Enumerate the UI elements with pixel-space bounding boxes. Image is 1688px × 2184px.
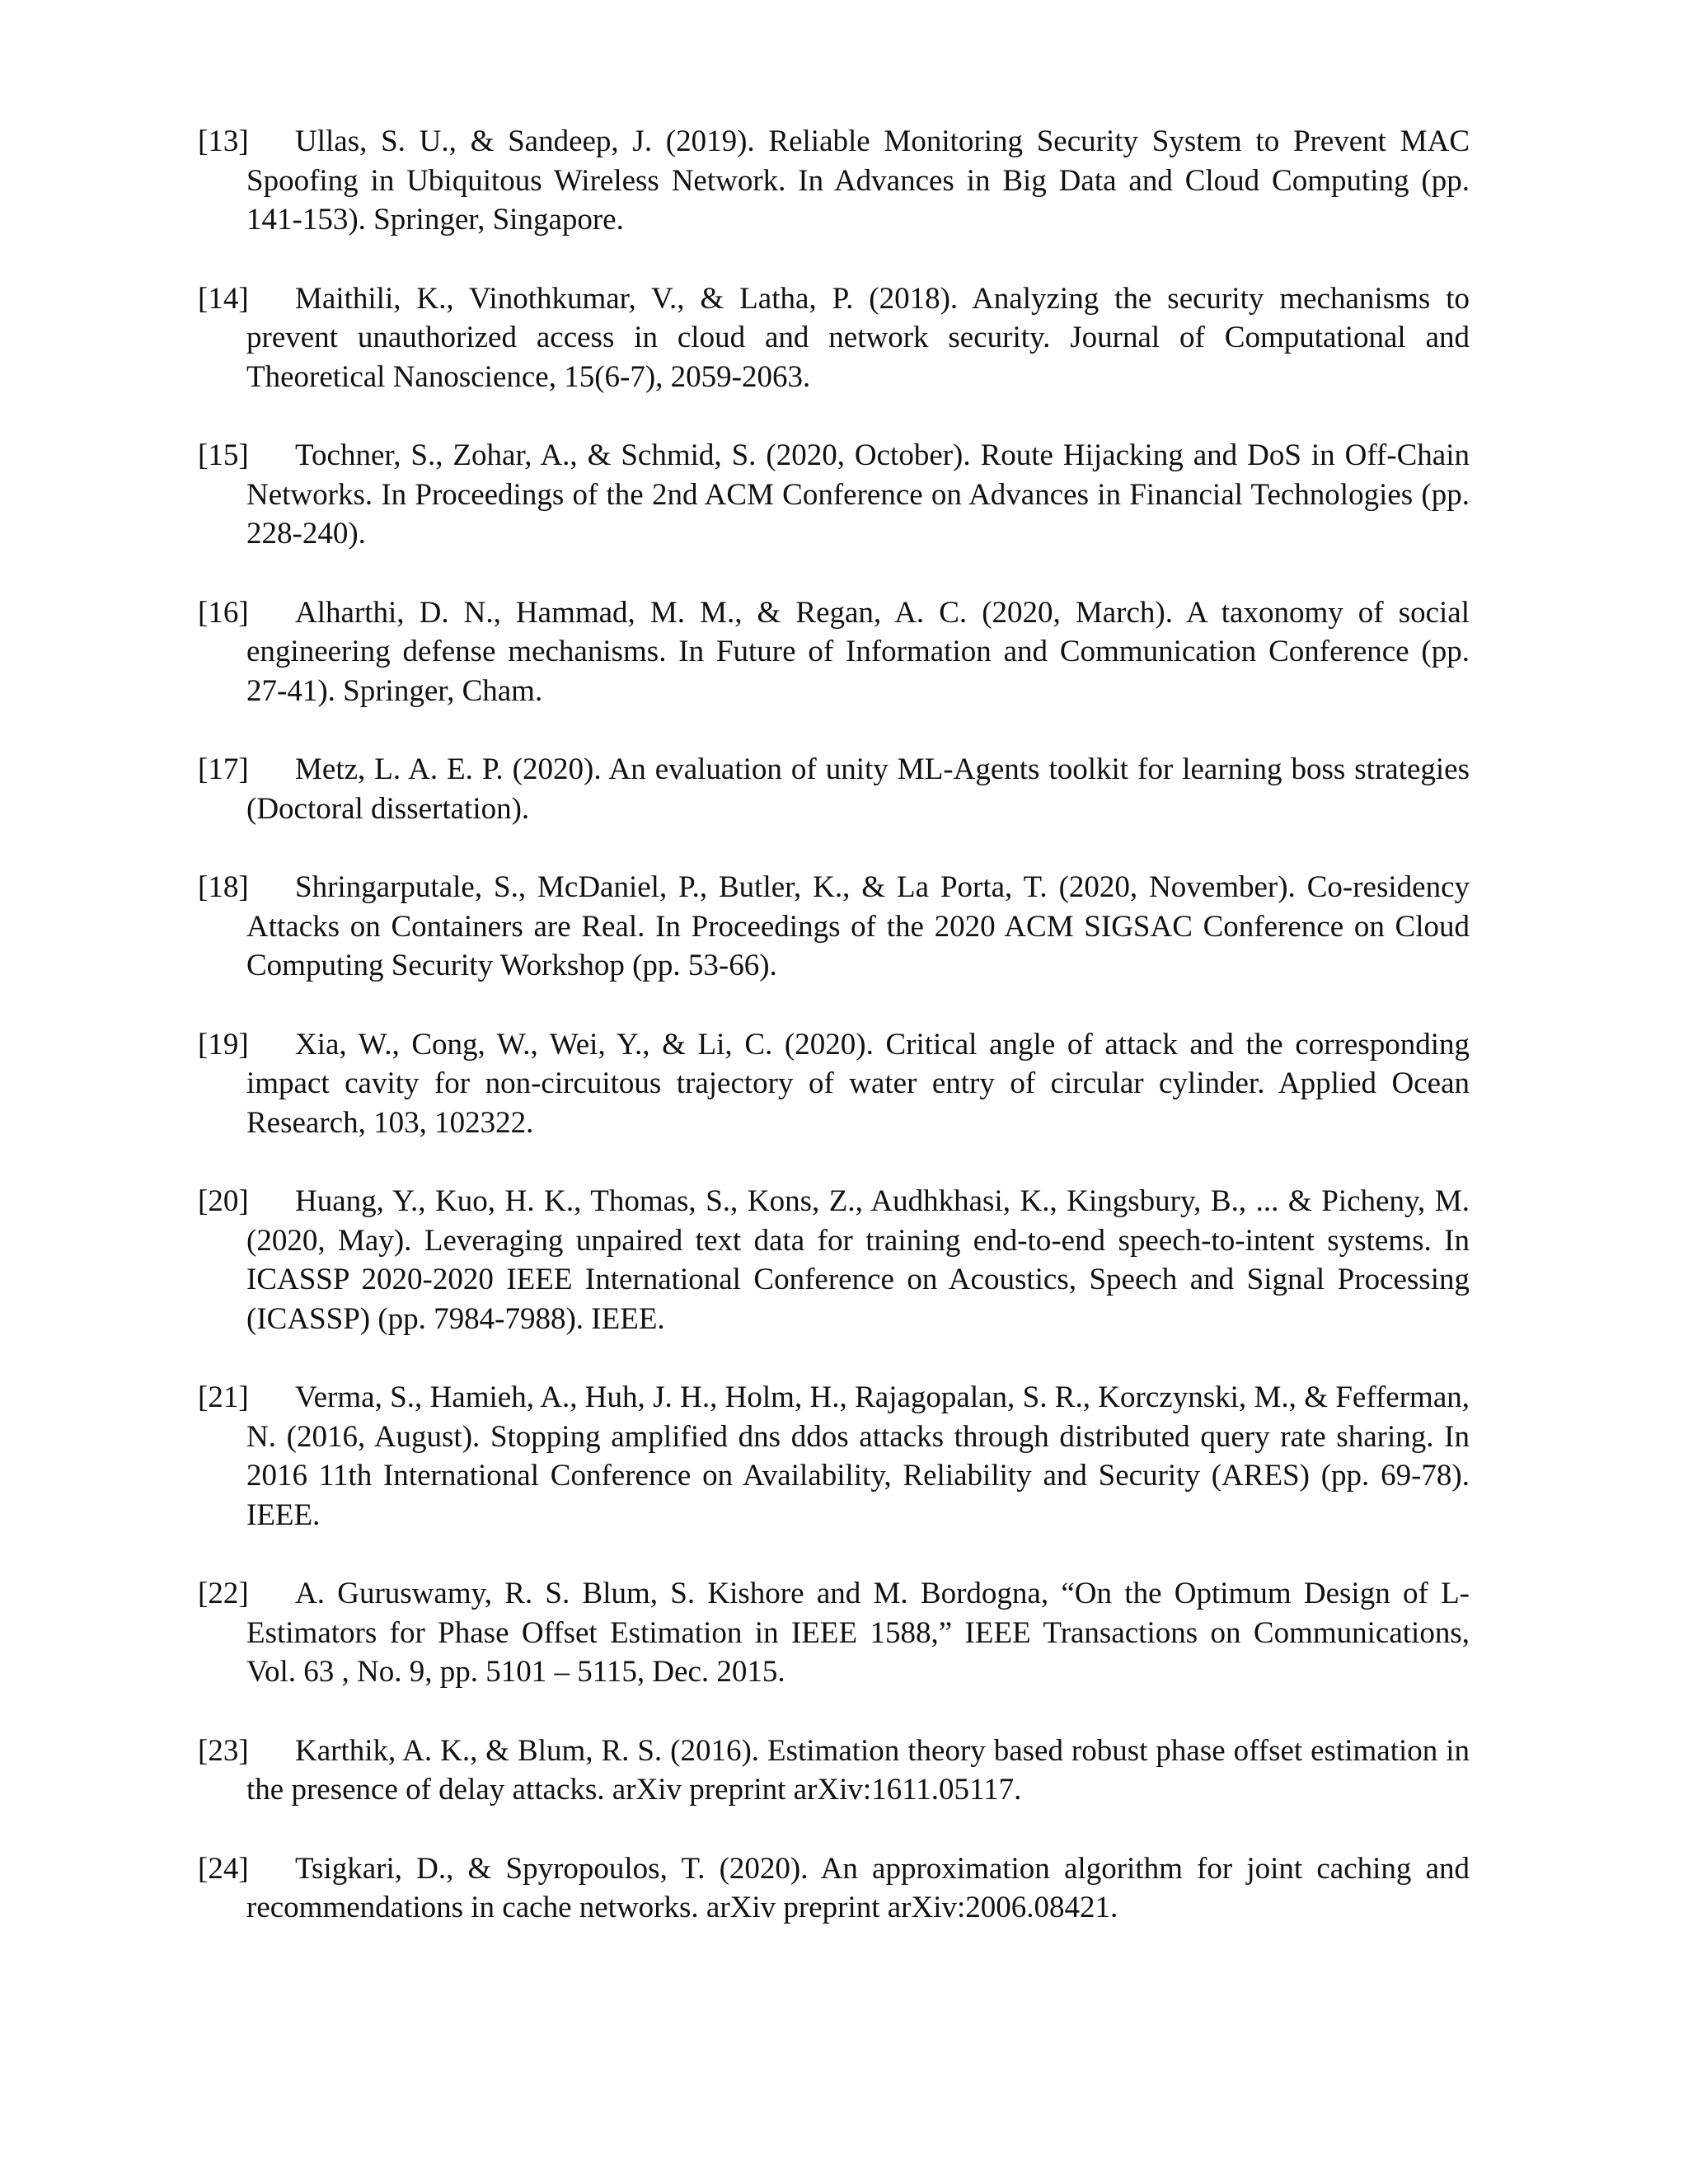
reference-number: [17] bbox=[198, 752, 249, 786]
reference-item bbox=[198, 279, 1470, 397]
reference-number: [20] bbox=[198, 1184, 249, 1218]
reference-text: Xia, W., Cong, W., Wei, Y., & Li, C. (2020). Critical angle of attack and the corresponding impact cavity for non-circuitous trajectory of water entry of circular cylinder. Applied Ocean Research, 103, 102322. bbox=[246, 1027, 1470, 1140]
reference-item bbox=[198, 750, 1470, 828]
reference-text: Metz, L. A. E. P. (2020). An evaluation of unity ML-Agents toolkit for learning boss strategies (Doctoral dissertation). bbox=[246, 752, 1470, 826]
reference-item bbox=[198, 593, 1470, 711]
reference-item bbox=[198, 1574, 1470, 1692]
reference-item bbox=[198, 122, 1470, 240]
reference-number: [14] bbox=[198, 281, 249, 316]
reference-number: [18] bbox=[198, 870, 249, 904]
reference-number: [19] bbox=[198, 1027, 249, 1062]
reference-text: Alharthi, D. N., Hammad, M. M., & Regan, A. C. (2020, March). A taxonomy of social engineering defense mechanisms. In Future of Information and Communication Conference (pp. 27-41). Springer, Cham. bbox=[246, 595, 1470, 708]
reference-text: Tochner, S., Zohar, A., & Schmid, S. (2020, October). Route Hijacking and DoS in Off-Chain Networks. In Proceedings of the 2nd ACM Conference on Advances in Financial Technologies (pp. 228-240). bbox=[246, 438, 1470, 551]
reference-item bbox=[198, 1025, 1470, 1143]
reference-text: Shringarputale, S., McDaniel, P., Butler, K., & La Porta, T. (2020, November). Co-residency Attacks on Containers are Real. In Proceedings of the 2020 ACM SIGSAC Conference on Cloud Computing Security Workshop (pp. 53-66). bbox=[246, 870, 1470, 982]
reference-text: Verma, S., Hamieh, A., Huh, J. H., Holm, H., Rajagopalan, S. R., Korczynski, M., & Fefferman, N. (2016, August). Stopping amplified dns ddos attacks through distributed query rate sharing. In 2016 11th International Conference on Availability, Reliability and Security (ARES) (pp. 69-78). IEEE. bbox=[246, 1380, 1470, 1532]
reference-text: Tsigkari, D., & Spyropoulos, T. (2020). An approximation algorithm for joint caching and recommendations in cache networks. arXiv preprint arXiv:2006.08421. bbox=[246, 1851, 1470, 1924]
reference-item bbox=[198, 436, 1470, 554]
reference-text: A. Guruswamy, R. S. Blum, S. Kishore and M. Bordogna, “On the Optimum Design of L-Estimators for Phase Offset Estimation in IEEE 1588,” IEEE Transactions on Communications, Vol. 63 , No. 9, pp. 5101 – 5115, Dec. 2015. bbox=[246, 1577, 1470, 1689]
reference-list bbox=[198, 122, 1470, 1967]
reference-number: [24] bbox=[198, 1851, 249, 1886]
reference-text: Maithili, K., Vinothkumar, V., & Latha, P. (2018). Analyzing the security mechanisms to prevent unauthorized access in cloud and network security. Journal of Computational and Theoretical Nanoscience, 15(6-7), 2059-2063. bbox=[246, 281, 1470, 394]
reference-number: [13] bbox=[198, 124, 249, 158]
reference-number: [23] bbox=[198, 1733, 249, 1768]
reference-text: Ullas, S. U., & Sandeep, J. (2019). Reliable Monitoring Security System to Prevent MAC Spoofing in Ubiquitous Wireless Network. In Advances in Big Data and Cloud Computing (pp. 141-153). Springer, Singapore. bbox=[246, 124, 1470, 237]
reference-number: [15] bbox=[198, 438, 249, 472]
reference-text: Huang, Y., Kuo, H. K., Thomas, S., Kons, Z., Audhkhasi, K., Kingsbury, B., ... & Picheny, M. (2020, May). Leveraging unpaired text data for training end-to-end speech-to-intent systems. In ICASSP 2020-2020 IEEE International Conference on Acoustics, Speech and Signal Processing (ICASSP) (pp. 7984-7988). IEEE. bbox=[246, 1184, 1470, 1336]
reference-item bbox=[198, 1182, 1470, 1338]
reference-text: Karthik, A. K., & Blum, R. S. (2016). Estimation theory based robust phase offset estimation in the presence of delay attacks. arXiv preprint arXiv:1611.05117. bbox=[246, 1733, 1470, 1807]
reference-number: [21] bbox=[198, 1380, 249, 1414]
reference-number: [22] bbox=[198, 1577, 249, 1610]
reference-item bbox=[198, 1378, 1470, 1535]
reference-item bbox=[198, 1849, 1470, 1928]
reference-item bbox=[198, 868, 1470, 986]
reference-number: [16] bbox=[198, 595, 249, 630]
reference-item bbox=[198, 1732, 1470, 1810]
